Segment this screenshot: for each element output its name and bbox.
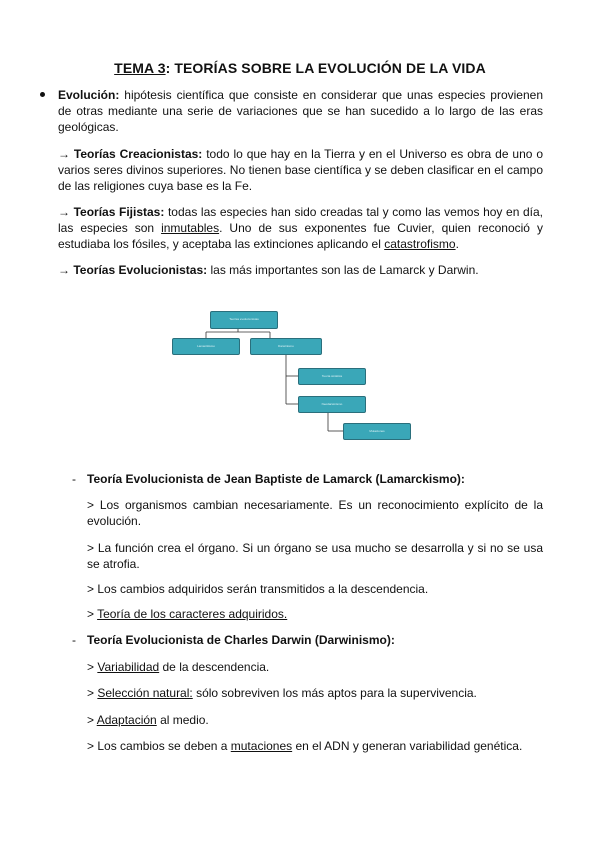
darwin-heading: Teoría Evolucionista de Charles Darwin (Darwinismo): [87, 633, 395, 647]
lamarck-caracteres-adquiridos: Teoría de los caracteres adquiridos. [97, 607, 288, 621]
diagram-node-root: Teorías evolucionistas [210, 311, 278, 329]
darwin-item-3-rest: al medio. [156, 713, 209, 727]
darwin-item-4 [87, 738, 543, 754]
page-title [0, 60, 600, 76]
fijistas-text-3: . [455, 237, 459, 251]
evolution-diagram [168, 307, 418, 447]
darwin-adaptacion: Adaptación [96, 713, 157, 727]
darwin-item-3-prefix: > [87, 713, 97, 727]
lamarck-dash: - [72, 472, 76, 486]
darwin-variabilidad: Variabilidad [97, 660, 160, 674]
darwin-item-2-rest: sólo sobreviven los más aptos para la supervivencia. [192, 686, 477, 700]
evolucionistas-paragraph [58, 262, 543, 278]
evolucionistas-term: → Teorías Evolucionistas: [58, 263, 208, 277]
darwin-item-2 [87, 685, 543, 701]
evolucionistas-text: las más importantes son las de Lamarck y Darwin. [207, 263, 479, 277]
fijistas-paragraph [58, 204, 543, 252]
fijistas-text-1: todas las especies han sido creadas tal y como las vemos hoy en día, las especies son [58, 205, 544, 235]
bullet-dot-icon [40, 92, 45, 97]
lamarck-item-1: > Los organismos cambian necesariamente. Es un reconocimiento explícito de la evolución. [87, 498, 543, 528]
darwin-mutaciones: mutaciones [230, 739, 293, 753]
creacionistas-term: → Teorías Creacionistas: [58, 147, 203, 161]
evolucion-text: hipótesis científica que consiste en considerar que unas especies provienen de otras mediante una serie de variaciones que se han sucedido a lo largo de las eras geológicas. [58, 88, 543, 134]
darwin-item-3 [87, 712, 543, 728]
fijistas-catastrofismo: catastrofismo [384, 237, 456, 251]
darwin-dash: - [72, 633, 76, 647]
lamarck-heading: Teoría Evolucionista de Jean Baptiste de Lamarck (Lamarckismo): [87, 472, 465, 486]
fijistas-term: → Teorías Fijistas: [58, 205, 165, 219]
evolucion-paragraph [58, 87, 543, 135]
lamarck-item-4-prefix: > [87, 607, 98, 621]
title-prefix: TEMA 3 [114, 60, 166, 76]
darwin-item-4-prefix: > Los cambios se deben a [87, 739, 231, 753]
creacionistas-paragraph [58, 146, 543, 194]
lamarck-item-2: > La función crea el órgano. Si un órgano se usa mucho se desarrolla y si no se usa se atrofia. [87, 541, 543, 571]
diagram-node-neodarwinismo: Neodarwinismo [298, 396, 366, 413]
title-rest: : TEORÍAS SOBRE LA EVOLUCIÓN DE LA VIDA [165, 60, 486, 76]
diagram-node-lamarckismo: Lamarckismo [172, 338, 240, 355]
darwin-item-1-prefix: > [87, 660, 98, 674]
darwin-item-1-rest: de la descendencia. [159, 660, 270, 674]
diagram-node-darwinismo: Darwinismo [250, 338, 322, 355]
diagram-node-teoria-sintetica: Teoría sintética [298, 368, 366, 385]
darwin-item-1 [87, 659, 543, 675]
creacionistas-text: todo lo que hay en la Tierra y en el Universo es obra de uno o varios seres divinos superiores. No tienen base científica y se deben clasificar en el campo de las religiones cuya base es la Fe. [58, 147, 543, 193]
evolucion-term: Evolución: [58, 88, 120, 102]
lamarck-item-3: > Los cambios adquiridos serán transmitidos a la descendencia. [87, 582, 429, 596]
fijistas-inmutables: inmutables [161, 221, 220, 235]
fijistas-text-2: . Uno de sus exponentes fue Cuvier, quien reconoció y estudiaba los fósiles, y aceptaba las extinciones aplicando el [58, 221, 543, 251]
darwin-item-4-rest: en el ADN y generan variabilidad genética. [292, 739, 523, 753]
lamarck-item-4 [87, 606, 543, 622]
darwin-item-2-prefix: > [87, 686, 98, 700]
diagram-node-mutaciones: Mutaciones [343, 423, 411, 440]
darwin-seleccion-natural: Selección natural: [97, 686, 193, 700]
